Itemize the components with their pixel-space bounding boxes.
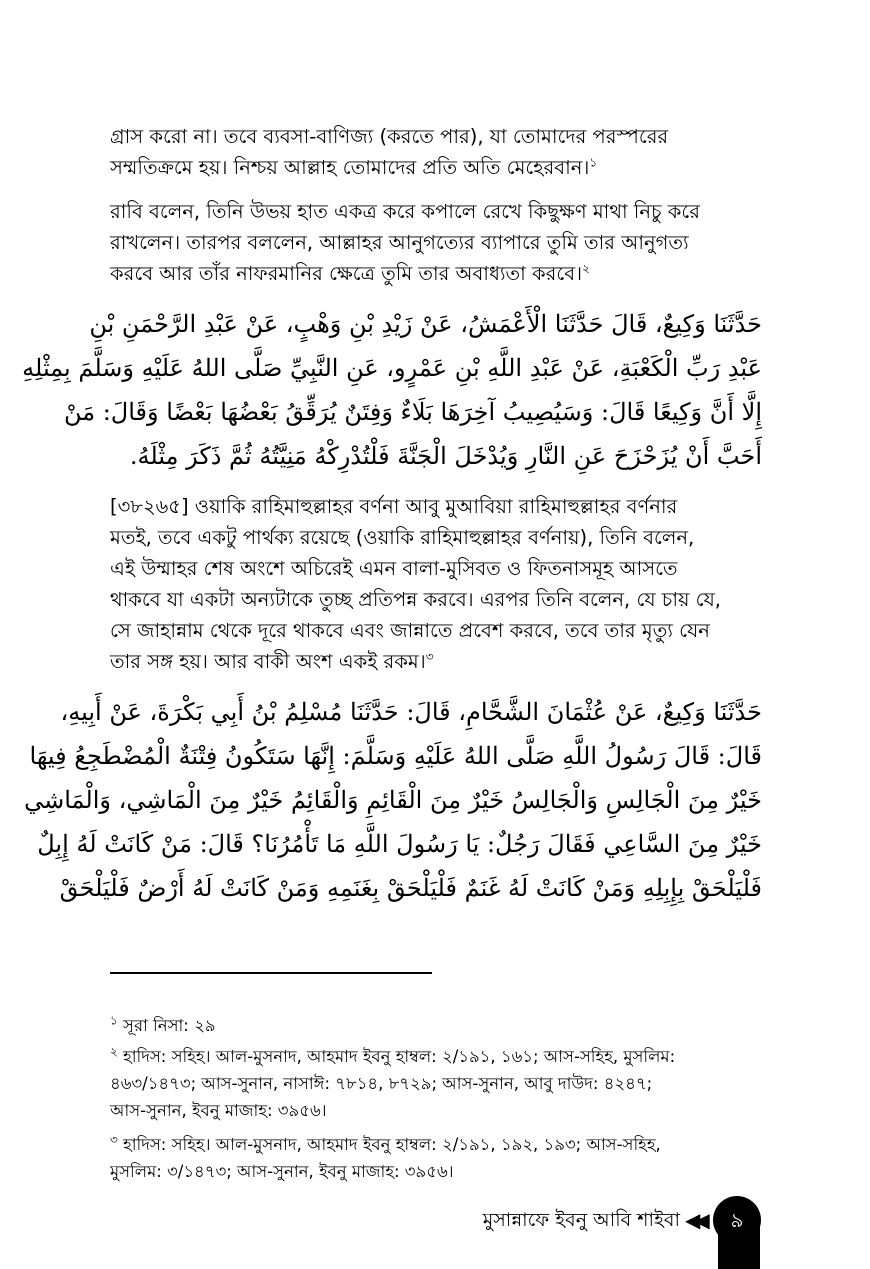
paragraph-1: [110, 121, 762, 183]
arabic-hadith-1: [22, 302, 762, 478]
footnote-ref: ৩: [425, 649, 434, 664]
footnote-text: সূরা নিসা: ২৯: [123, 1016, 216, 1035]
footnote-1: [110, 1012, 762, 1039]
footnote-text: ৪৬৩/১৪৭৩; আস-সুনান, নাসাঈ: ৭৮১৪, ৮৭২৯; আস-সুনান, আবু দাউদ: ৪২৪৭;: [110, 1074, 653, 1093]
double-arrow-left-icon: ◀◀: [685, 1208, 704, 1232]
arabic-line: قَالَ: قَالَ رَسُولُ اللَّهِ صَلَّى اللهُ عَلَيْهِ وَسَلَّمَ: إِنَّهَا سَتَكُونُ فِتْنَةٌ الْمُضْطَجِعُ فِيهَا: [29, 742, 762, 770]
arabic-line: فَلْيَلْحَقْ بِإِبِلِهِ وَمَنْ كَانَتْ لَهُ غَنَمٌ فَلْيَلْحَقْ بِغَنَمِهِ وَمَنْ كَانَتْ لَهُ أَرْضٌ فَلْيَلْحَقْ: [59, 874, 762, 902]
footnote-number: ১: [110, 1013, 118, 1028]
paragraph-2: [110, 196, 762, 289]
arabic-line: حَدَّثَنَا وَكِيعٌ، قَالَ حَدَّثَنَا الْأَعْمَشُ، عَنْ زَيْدِ بْنِ وَهْبٍ، عَنْ عَبْدِ الرَّحْمَنِ بْنِ: [89, 310, 762, 338]
arabic-line: حَدَّثَنَا وَكِيعٌ، عَنْ عُثْمَانَ الشَّحَّامِ، قَالَ: حَدَّثَنَا مُسْلِمُ بْنُ أَبِي بَكْرَةَ، عَنْ أَبِيهِ،: [60, 698, 762, 726]
text-line: মতই, তবে একটু পার্থক্য রয়েছে (ওয়াকি রাহিমাহুল্লাহর বর্ণনায়), তিনি বলেন,: [110, 526, 695, 549]
text-line: সম্মতিক্রমে হয়। নিশ্চয় আল্লাহ তোমাদের প্রতি অতি মেহেরবান।$^১$: [110, 155, 598, 179]
arabic-line: إِلَّا أَنَّ وَكِيعًا قَالَ: وَسَيُصِيبُ آخِرَهَا بَلَاءٌ وَفِتَنٌ يُرَقِّقُ بَعْضُهَا بَعْضًا وَقَالَ: مَنْ: [63, 398, 762, 426]
footnote-ref: ১: [589, 155, 598, 170]
text-line: করবে আর তাঁর নাফরমানির ক্ষেত্রে তুমি তার অবাধ্যতা করবে।$^২$: [110, 261, 590, 285]
text-line: থাকবে যা একটা অন্যটাকে তুচ্ছ প্রতিপন্ন করবে। এরপর তিনি বলেন, যে চায় যে,: [110, 588, 721, 611]
text-line: এই উম্মাহর শেষ অংশে অচিরেই এমন বালা-মুসিবত ও ফিতনাসমূহ আসতে: [110, 557, 678, 580]
arabic-line: خَيْرٌ مِنَ الْجَالِسِ وَالْجَالِسُ خَيْرٌ مِنَ الْقَائِمِ وَالْقَائِمُ خَيْرٌ مِنَ الْمَاشِي، وَالْمَاشِي: [24, 786, 762, 814]
footnote-number: ৩: [110, 1132, 118, 1147]
text-line: গ্রাস করো না। তবে ব্যবসা-বাণিজ্য (করতে পার), যা তোমাদের পরস্পরের: [110, 125, 669, 148]
footnote-3: [110, 1131, 762, 1185]
footnote-text: মুসলিম: ৩/১৪৭৩; আস-সুনান, ইবনু মাজাহ: ৩৯৫৬।: [110, 1162, 454, 1181]
text-line: সে জাহান্নাম থেকে দূরে থাকবে এবং জান্নাতে প্রবেশ করবে, তবে তার মৃত্যু যেন: [110, 619, 710, 642]
footnote-text: আস-সুনান, ইবনু মাজাহ: ৩৯৫৬।: [110, 1101, 327, 1120]
text-line: তার সঙ্গ হয়। আর বাকী অংশ একই রকম।$^৩$: [110, 649, 434, 673]
text-line: রাবি বলেন, তিনি উভয় হাত একত্র করে কপালে রেখে কিছুক্ষণ মাথা নিচু করে: [110, 200, 700, 223]
running-footer-title: মুসান্নাফে ইবনু আবি শাইবা: [482, 1209, 680, 1231]
footnote-2: [110, 1043, 762, 1124]
arabic-line: أَحَبَّ أَنْ يُزَحْزَحَ عَنِ النَّارِ وَيُدْخَلَ الْجَنَّةَ فَلْتُدْرِكْهُ مَنِيَّتُهُ ثُمَّ ذَكَرَ مِثْلَهُ.: [129, 442, 762, 470]
arabic-line: خَيْرٌ مِنَ السَّاعِي فَقَالَ رَجُلٌ: يَا رَسُولَ اللَّهِ مَا تَأْمُرُنَا؟ قَالَ: مَنْ كَانَتْ لَهُ إِبِلٌ: [37, 830, 762, 858]
text-line: রাখলেন। তারপর বললেন, আল্লাহর আনুগত্যের ব্যাপারে তুমি তার আনুগত্য: [110, 231, 689, 254]
footnote-number: ২: [110, 1044, 118, 1059]
text-line: [৩৮২৬৫] ওয়াকি রাহিমাহুল্লাহর বর্ণনা আবু মুআবিয়া রাহিমাহুল্লাহর বর্ণনার: [110, 495, 678, 518]
arabic-hadith-2: [24, 690, 762, 910]
footnote-divider: [110, 972, 432, 974]
footnote-ref: ২: [582, 261, 590, 276]
paragraph-3: [110, 491, 762, 677]
page-number: ৯: [713, 1196, 761, 1244]
footnote-text: হাদিস: সহিহ। আল-মুসনাদ, আহমাদ ইবনু হাম্বল: ২/১৯১, ১৯২, ১৯৩; আস-সহিহ,: [123, 1135, 661, 1154]
arabic-line: عَبْدِ رَبِّ الْكَعْبَةِ، عَنْ عَبْدِ اللَّهِ بْنِ عَمْرٍو، عَنِ النَّبِيِّ صَلَّى اللهُ عَلَيْهِ وَسَلَّمَ بِمِثْلِهِ: [22, 354, 762, 382]
footnote-text: হাদিস: সহিহ। আল-মুসনাদ, আহমাদ ইবনু হাম্বল: ২/১৯১, ১৬১; আস-সহিহ, মুসলিম:: [123, 1047, 676, 1066]
